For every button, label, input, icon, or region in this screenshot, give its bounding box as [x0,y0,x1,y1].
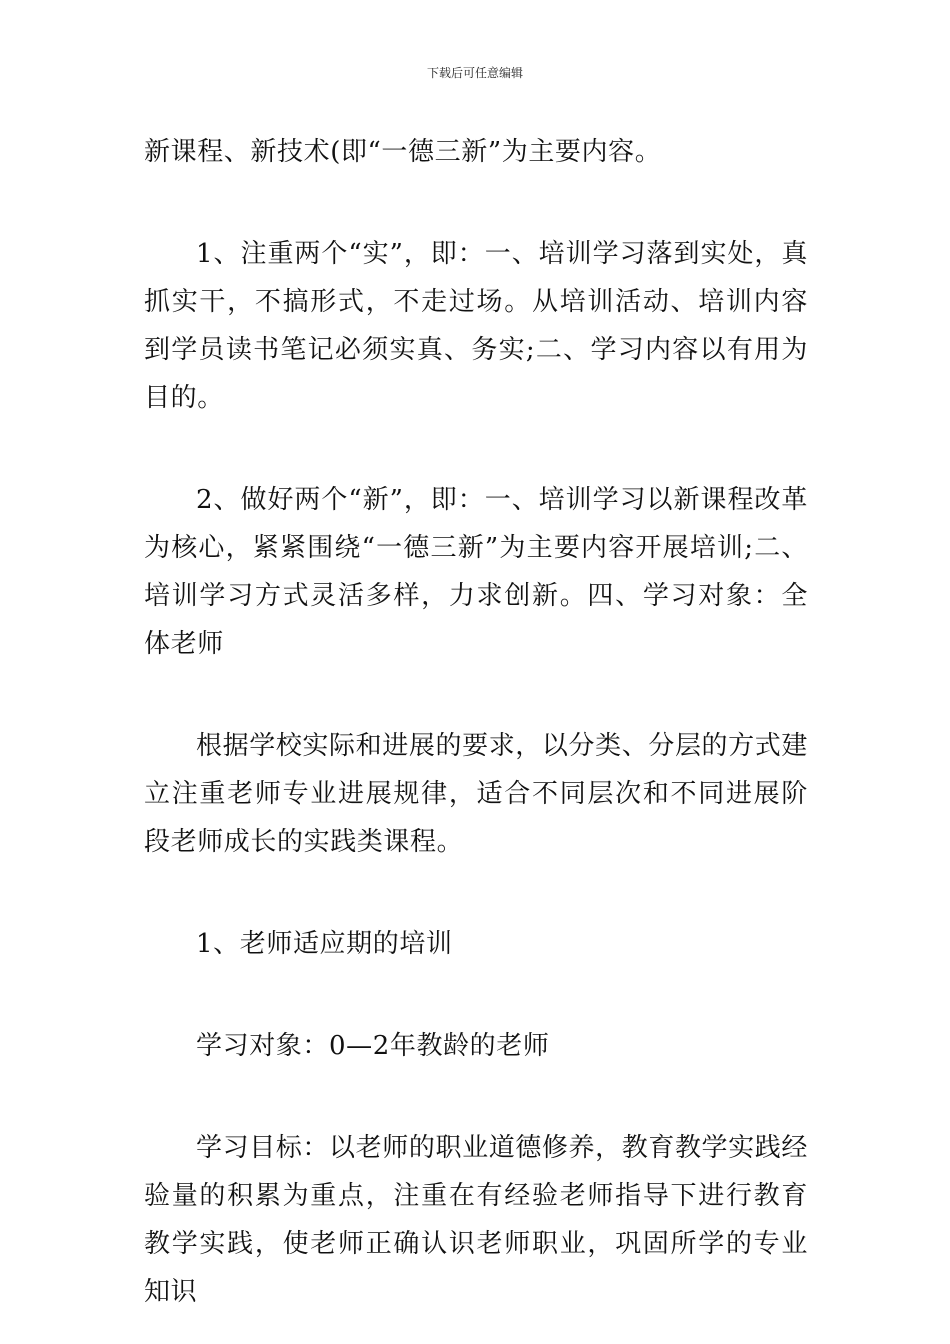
paragraph-focus-practical: 1、注重两个“实”，即：一、培训学习落到实处，真抓实干，不搞形式，不走过场。从培训活动、培训内容到学员读书笔记必须实真、务实;二、学习内容以有用为目的。 [144,239,808,413]
section-heading-adaptation-training: 1、老师适应期的培训 [196,929,453,959]
paragraph-course-design: 根据学校实际和进展的要求，以分类、分层的方式建立注重老师专业进展规律，适合不同层次和不同进展阶段老师成长的实践类课程。 [144,731,808,857]
paragraph-learning-target: 学习对象：0—2年教龄的老师 [196,1031,550,1061]
page-header-note: 下载后可任意编辑 [426,66,523,80]
paragraph-continuation: 新课程、新技术(即“一德三新”为主要内容。 [144,137,662,167]
document-body [144,128,808,1316]
paragraph-focus-new: 2、做好两个“新”，即：一、培训学习以新课程改革为核心，紧紧围绕“一德三新”为主要内容开展培训;二、培训学习方式灵活多样，力求创新。四、学习对象：全体老师 [144,485,808,659]
paragraph-learning-goal: 学习目标：以老师的职业道德修养，教育教学实践经验量的积累为重点，注重在有经验老师指导下进行教育教学实践，使老师正确认识老师职业，巩固所学的专业知识 [144,1133,808,1307]
